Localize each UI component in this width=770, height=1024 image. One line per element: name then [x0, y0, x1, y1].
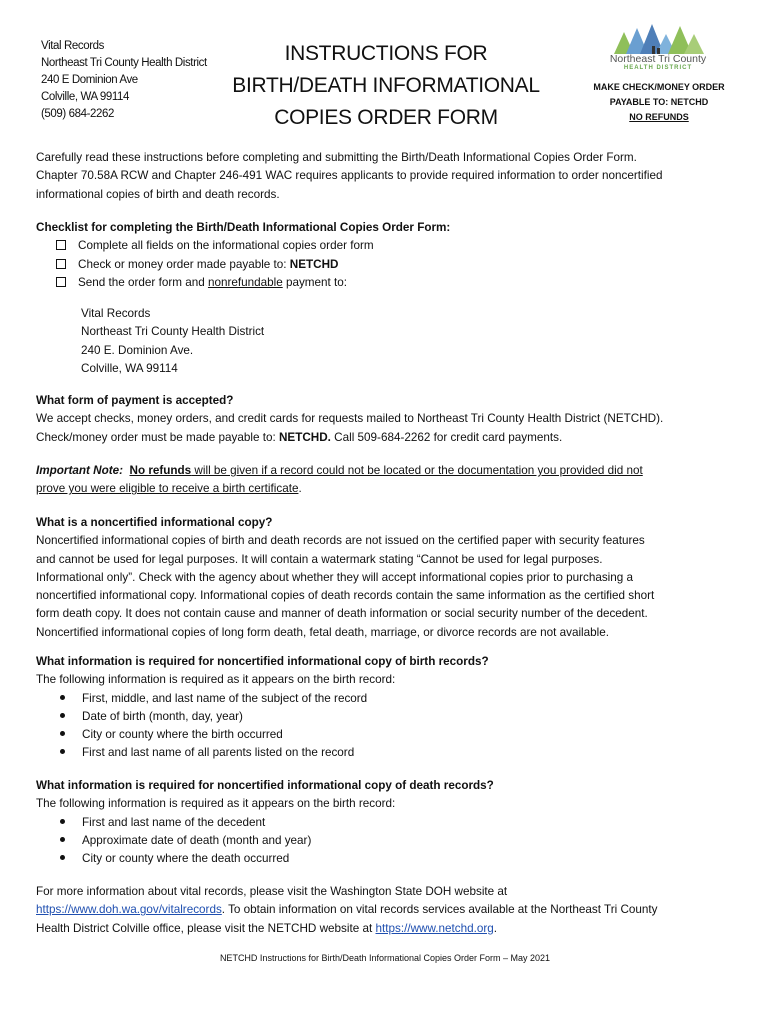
note-line: Important Note: No refunds will be given if a record could not be located or the documentation you provided did not — [36, 464, 643, 477]
noncertified-line: Noncertified informational copies of long form death, fetal death, marriage, or divorce records are not available. — [36, 625, 609, 639]
list-item: City or county where the birth occurred — [36, 726, 746, 744]
title-line: BIRTH/DEATH INFORMATIONAL — [232, 74, 540, 97]
bullet-icon — [60, 731, 65, 736]
logo-name: Northeast Tri County — [609, 53, 707, 65]
bullet-icon — [60, 819, 65, 824]
mailing-address-line: Vital Records — [81, 307, 151, 320]
checklist-item: Send the order form and nonrefundable payment to: — [36, 274, 746, 292]
title-line: INSTRUCTIONS FOR — [284, 42, 488, 65]
noncertified-line: and cannot be used for legal purposes. It will contain a watermark stating “Cannot be used for legal purposes. — [36, 552, 603, 566]
intro-line: informational copies of birth and death records. — [36, 187, 280, 201]
more-info-line: https://www.doh.wa.gov/vitalrecords. To obtain information on vital records services available at the Northeast Tri County — [36, 903, 658, 917]
mailing-address-line: Northeast Tri County Health District — [81, 325, 265, 339]
address-line: 240 E Dominion Ave — [41, 74, 138, 86]
intro-paragraph — [36, 149, 746, 204]
noncertified-heading: What is a noncertified informational copy? — [36, 516, 273, 529]
title-line: COPIES ORDER FORM — [274, 106, 498, 129]
death-intro: The following information is required as it appears on the birth record: — [36, 797, 396, 811]
payment-notice — [586, 80, 732, 125]
address-line: Colville, WA 99114 — [41, 91, 130, 103]
payment-heading: What form of payment is accepted? — [36, 394, 234, 407]
list-item: First and last name of all parents listed on the record — [36, 744, 746, 762]
address-line: Northeast Tri County Health District — [41, 57, 207, 69]
more-info-section — [36, 883, 746, 938]
no-refunds-notice: NO REFUNDS — [629, 112, 689, 122]
page-title — [216, 38, 556, 134]
list-item: City or county where the death occurred — [36, 850, 746, 868]
important-note — [36, 462, 746, 499]
checkbox-icon — [56, 277, 66, 287]
payment-section — [36, 392, 746, 447]
payment-line: Check/money order must be made payable to: NETCHD. Call 509-684-2262 for credit card payments. — [36, 430, 563, 444]
checklist-item: Check or money order made payable to: NETCHD — [36, 256, 746, 274]
noncertified-line: Informational only”. Check with the agency about whether they will accept informational copies prior to purchasing a — [36, 570, 634, 584]
checklist-heading: Checklist for completing the Birth/Death Informational Copies Order Form: — [36, 221, 451, 234]
checkbox-icon — [56, 240, 66, 250]
mailing-address-line: Colville, WA 99114 — [81, 361, 178, 375]
bullet-icon — [60, 837, 65, 842]
payment-notice-line: PAYABLE TO: NETCHD — [609, 97, 709, 107]
list-item: Approximate date of death (month and year) — [36, 832, 746, 850]
netchd-website-link[interactable]: https://www.netchd.org — [375, 921, 494, 935]
list-item: First and last name of the decedent — [36, 814, 746, 832]
mailing-address — [81, 305, 481, 378]
more-info-line: Health District Colville office, please visit the NETCHD website at https://www.netchd.org. — [36, 921, 497, 935]
noncertified-line: noncertified informational copy. Informational copies of death records contain the same information as the certified short — [36, 589, 655, 603]
bullet-icon — [60, 713, 65, 718]
noncertified-line: Noncertified informational copies of birth and death records are not issued on the certified paper with security features — [36, 534, 645, 548]
noncertified-line: form death copy. It does not contain cause and manner of death information or social security number of the decedent. — [36, 607, 648, 621]
sender-address — [41, 38, 207, 123]
bullet-icon — [60, 749, 65, 754]
page-footer: NETCHD Instructions for Birth/Death Informational Copies Order Form – May 2021 — [219, 953, 551, 963]
bullet-icon — [60, 695, 65, 700]
address-line: Vital Records — [41, 40, 104, 52]
death-heading: What information is required for noncertified informational copy of death records? — [36, 779, 494, 792]
payment-notice-line: MAKE CHECK/MONEY ORDER — [593, 82, 725, 92]
list-item: Date of birth (month, day, year) — [36, 708, 746, 726]
address-line: (509) 684-2262 — [41, 108, 115, 120]
checklist-section — [36, 219, 746, 292]
birth-heading: What information is required for noncertified informational copy of birth records? — [36, 655, 489, 668]
doh-vital-records-link[interactable]: https://www.doh.wa.gov/vitalrecords — [36, 903, 222, 917]
noncertified-section — [36, 514, 746, 642]
note-line: prove you were eligible to receive a birth certificate. — [36, 482, 302, 496]
logo-subtitle: HEALTH DISTRICT — [623, 65, 693, 71]
birth-intro: The following information is required as it appears on the birth record: — [36, 673, 396, 687]
list-item: First, middle, and last name of the subject of the record — [36, 690, 746, 708]
mailing-address-line: 240 E. Dominion Ave. — [81, 343, 194, 357]
intro-line: Chapter 70.58A RCW and Chapter 246-491 WAC requires applicants to provide required information to order noncertified — [36, 169, 663, 183]
more-info-line: For more information about vital records, please visit the Washington State DOH website at — [36, 885, 508, 898]
bullet-icon — [60, 855, 65, 860]
death-records-section — [36, 777, 746, 868]
birth-records-section — [36, 653, 746, 763]
checklist-item: Complete all fields on the informational copies order form — [36, 237, 746, 255]
intro-line: Carefully read these instructions before completing and submitting the Birth/Death Informational Copies Order Form. — [36, 151, 637, 164]
checkbox-icon — [56, 259, 66, 269]
payment-line: We accept checks, money orders, and credit cards for requests mailed to Northeast Tri County Health District (NETCHD). — [36, 412, 664, 426]
